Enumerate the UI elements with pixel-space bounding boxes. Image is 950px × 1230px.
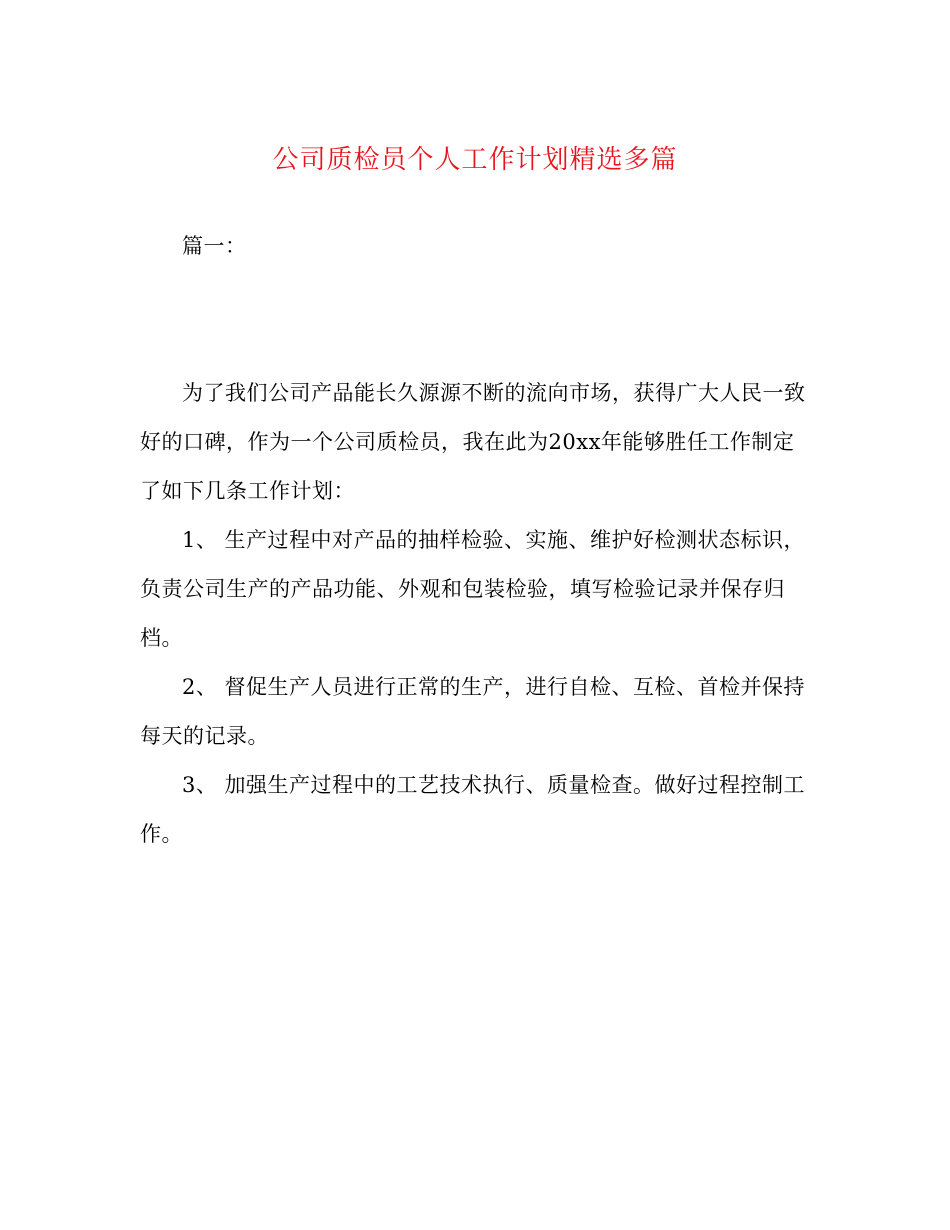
list-item-2-line: 每天的记录。 [140, 724, 269, 748]
list-item-1-line: 负责公司生产的产品功能、外观和包装检验，填写检验记录并保存归 [140, 577, 785, 601]
list-item-3-line: 作。 [140, 822, 183, 846]
paragraph-line: 好的口碑，作为一个公司质检员，我在此为20xx年能够胜任工作制定 [140, 430, 795, 454]
list-item-2-line: 2、 督促生产人员进行正常的生产，进行自检、互检、首检并保持 [182, 675, 806, 699]
section-heading: 篇一： [182, 234, 247, 258]
document-body [140, 222, 820, 859]
list-item-1-line: 1、 生产过程中对产品的抽样检验、实施、维护好检测状态标识， [182, 528, 806, 552]
list-item-1-line: 档。 [140, 626, 183, 650]
blank-space [140, 271, 820, 369]
paragraph-line: 了如下几条工作计划： [140, 479, 355, 503]
list-item-3-line: 3、 加强生产过程中的工艺技术执行、质量检查。做好过程控制工 [182, 773, 806, 797]
document-title: 公司质检员个人工作计划精选多篇 [272, 145, 678, 175]
paragraph-line: 为了我们公司产品能长久源源不断的流向市场，获得广大人民一致 [182, 381, 806, 405]
